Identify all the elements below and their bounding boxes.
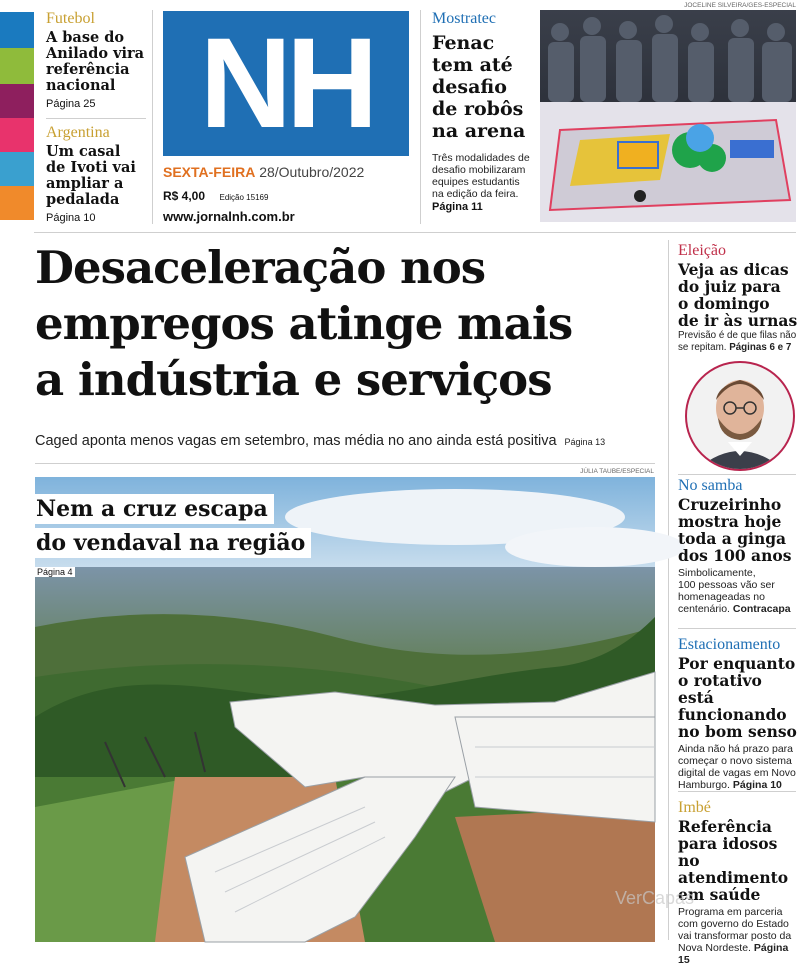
- weekday: SEXTA-FEIRA: [163, 164, 256, 180]
- nh-logo[interactable]: NH: [163, 11, 409, 156]
- teaser-page: Página 15: [678, 942, 789, 966]
- top-story[interactable]: [432, 10, 532, 213]
- teaser-section: Imbé: [678, 799, 711, 816]
- divider: [678, 791, 796, 792]
- teaser-estacionamento[interactable]: [678, 636, 800, 791]
- story-headline: Fenac tem até desafio de robôs na arena: [432, 32, 526, 142]
- photo-caption: do vendaval na região: [30, 528, 311, 558]
- divider: [678, 474, 796, 475]
- edition-number: Edição 15169: [219, 193, 269, 202]
- main-page: Página 13: [564, 437, 606, 447]
- teaser-page: Páginas 6 e 7: [729, 342, 792, 353]
- teaser-summary: Ainda não há prazo para começar o novo sistema digital de vagas em Novo Hamburgo. Página 10: [678, 743, 796, 791]
- divider: [678, 628, 796, 629]
- robots-photo[interactable]: [540, 10, 796, 222]
- divider: [34, 232, 796, 233]
- color-bar-6: [0, 186, 34, 220]
- teaser-section: Eleição: [678, 242, 726, 259]
- color-bar-5: [0, 152, 34, 186]
- teaser-page: Página 25: [46, 98, 96, 110]
- teaser-headline: Veja as dicas do juiz para o domingo de ir às urnas: [678, 260, 798, 330]
- divider: [152, 10, 153, 224]
- color-bar-3: [0, 84, 34, 118]
- teaser-argentina[interactable]: [46, 124, 151, 224]
- website-link[interactable]: www.jornalnh.com.br: [163, 209, 295, 224]
- story-page: Página 11: [432, 201, 483, 213]
- divider: [420, 10, 421, 224]
- teaser-page: Contracapa: [732, 603, 791, 615]
- teaser-section: Estacionamento: [678, 636, 781, 653]
- teaser-section: Argentina: [46, 124, 110, 141]
- teaser-samba[interactable]: [678, 477, 798, 615]
- teaser-futebol[interactable]: [46, 10, 151, 110]
- teaser-page: Página 10: [46, 212, 96, 224]
- photo-caption: Nem a cruz escapa: [30, 494, 274, 524]
- teaser-headline: Um casal de Ivoti vai ampliar a pedalada: [46, 143, 136, 208]
- teaser-summary: Programa em parceria com governo do Estado vai transformar posto da Nova Nordeste. Página 15: [678, 906, 792, 966]
- color-bar-1: [0, 12, 34, 48]
- divider: [35, 463, 655, 464]
- teaser-eleicao[interactable]: [678, 242, 798, 354]
- teaser-imbe[interactable]: [678, 799, 800, 966]
- price-line: [163, 187, 268, 205]
- photo-credit: JÚLIA TAUBE/ESPECIAL: [580, 468, 654, 475]
- teaser-headline: Por enquanto o rotativo está funcionando no bom senso: [678, 654, 797, 741]
- teaser-headline: Cruzeirinho mostra hoje toda a ginga dos 100 anos: [678, 495, 792, 565]
- teaser-page: Página 10: [732, 779, 782, 791]
- edition-date: [163, 164, 364, 180]
- photo-credit: JOCELINE SILVEIRA/GES-ESPECIAL: [684, 2, 796, 9]
- teaser-section: No samba: [678, 477, 743, 494]
- price: R$ 4,00: [163, 189, 206, 203]
- teaser-summary: Simbolicamente, 100 pessoas vão ser homenageadas no centenário. Contracapa: [678, 567, 791, 615]
- teaser-summary: Previsão é de que filas não se repitam. Páginas 6 e 7: [678, 330, 797, 353]
- date: 28/Outubro/2022: [259, 164, 365, 180]
- main-subhead: Caged aponta menos vagas em setembro, mas média no ano ainda está positiva Página 13: [35, 433, 606, 449]
- divider: [668, 240, 669, 940]
- teaser-headline: Referência para idosos no atendimento em saúde: [678, 817, 789, 904]
- judge-portrait: [684, 360, 796, 472]
- watermark: VerCapas: [615, 888, 695, 908]
- photo-page: Página 4: [37, 567, 73, 577]
- story-section: Mostratec: [432, 10, 496, 27]
- main-headline[interactable]: Desaceleração nos empregos atinge mais a indústria e serviços: [35, 241, 573, 406]
- teaser-section: Futebol: [46, 10, 95, 27]
- color-bar-2: [0, 48, 34, 84]
- teaser-headline: A base do Anilado vira referência nacional: [46, 29, 145, 94]
- story-summary: Três modalidades de desafio mobilizaram equipes estudantis na edição da feira.: [432, 152, 530, 200]
- color-bar-4: [0, 118, 34, 152]
- divider: [46, 118, 146, 119]
